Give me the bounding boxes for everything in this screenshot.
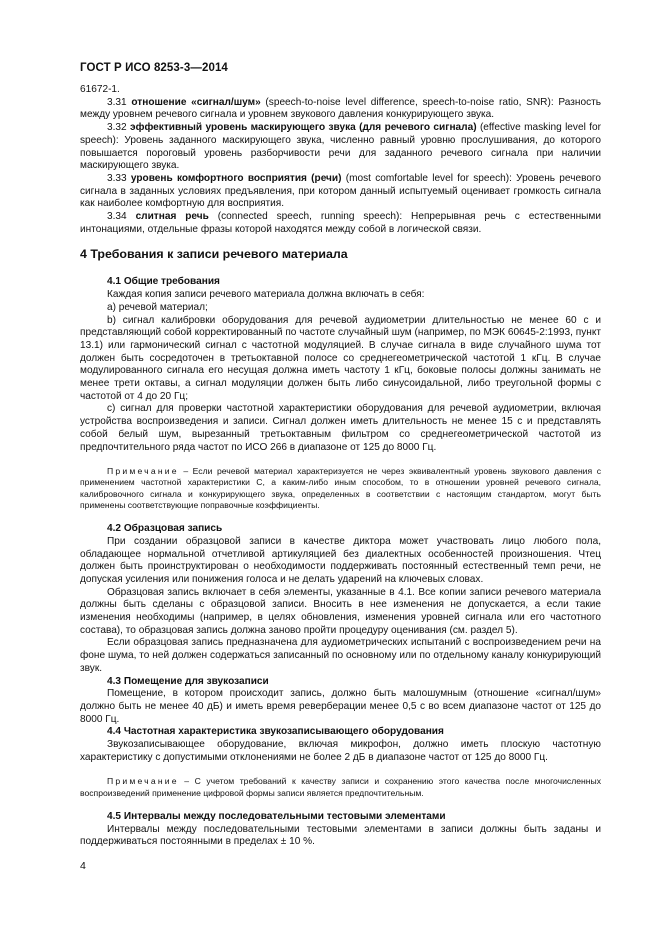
list-item-b: b) сигнал калибровки оборудования для речевой аудиометрии длительностью не менее 60 с и представляющий собой корректированный по частоте случайный шум (например, по МЭК 60645-2:1993, пункт 13.1) или гармонический сигнал с частотной модуляцией. В случае сигнала в виде случайного шума тот должен быть сосредоточен в третьоктавной полосе со среднегеометрической частотой 1 кГц. В случае модулированного сигнала его несущая должна иметь частоту 1 кГц, боковые полосы должны занимать не менее трети октавы, а сигнал модуляции должен быть либо синусоидальной, либо треугольной формы с частотой от 4 до 20 Гц; (80, 314, 601, 402)
note-4-4: Примечание – С учетом требований к качеству записи и сохранению этого качества после многочисленных воспроизведений применение цифровой формы записи является предпочтительным. (80, 776, 601, 798)
section-4-heading: 4 Требования к записи речевого материала (80, 247, 348, 262)
page-number: 4 (80, 860, 86, 872)
subsection-4-2-para-1: При создании образцовой записи в качестве диктора может участвовать лицо любого пола, обладающее нормальной отчетливой артикуляцией без диалектных особенностей произношения. Чтец должен быть проинструктирован о необходимости поддерживать постоянный естественный темп речи, не допуская усиления или понижения голоса и не делать ударений на ключевых словах. (80, 535, 601, 585)
document-body (80, 84, 601, 849)
subsection-4-4-para-1: Звукозаписывающее оборудование, включая микрофон, должно иметь плоскую частотную характеристику с допустимыми отклонениями не более 2 дБ в диапазоне частот от 125 до 8000 Гц. (80, 739, 601, 763)
definition-3-31: 3.31 отношение «сигнал/шум» (speech-to-noise level difference, speech-to-noise ratio, SNR): Разность между уровнем речевого сигнала и уровнем звукового давления конкурирующего звука. (80, 96, 601, 121)
subsection-4-1-heading: 4.1 Общие требования (107, 276, 220, 288)
definition-3-33: 3.33 уровень комфортного восприятия (речи) (most comfortable level for speech): Уровень речевого сигнала в заданных условиях предъявления, при котором данный испытуемый оценивает громкость сигнала как наиболее комфортную для восприятия. (80, 172, 602, 210)
subsection-4-1-intro: Каждая копия записи речевого материала должна включать в себя: (107, 289, 425, 301)
list-item-a: a) речевой материал; (107, 301, 208, 313)
subsection-4-2-para-3: Если образцовая запись предназначена для аудиометрических испытаний с воспроизведением речи на фоне шума, то ней должен содержаться записанный по основному или по отдельному каналу конкурирующий звук. (80, 637, 601, 674)
definition-3-34: 3.34 слитная речь (connected speech, running speech): Непрерывная речь с естественными интонациями, отдельные фразы которой находятся между собой в логической связи. (80, 211, 601, 235)
note-4-1: Примечание – Если речевой материал характеризуется не через эквивалентный уровень звукового давления с применением частотной характеристики C, а каким-либо иным способом, то в отношении уровней речевого сигнала, калибровочного сигнала и конкурирующего звука, определенных в соответствии с настоящим стандартом, могут быть применены соответствующие поправочные коэффициенты. (80, 466, 601, 510)
document-header: ГОСТ Р ИСО 8253-3—2014 (80, 62, 228, 74)
subsection-4-3-para-1: Помещение, в котором происходит запись, должно быть малошумным (отношение «сигнал/шум» должно быть не менее 40 дБ) и иметь время реверберации менее 0,5 с во всем диапазоне частот от 125 до 8000 Гц. (80, 688, 601, 725)
definition-3-32: 3.32 эффективный уровень маскирующего звука (для речевого сигнала) (effective masking level for speech): Уровень заданного маскирующего звука, численно равный уровню прослушивания, до которого повышается пороговый уровень разборчивости речи для заданного речевого сигнала при наличии маскирующего звука. (80, 122, 601, 172)
subsection-4-2-heading: 4.2 Образцовая запись (107, 523, 223, 535)
subsection-4-3-heading: 4.3 Помещение для звукозаписи (107, 675, 269, 687)
continuation-line: 61672-1. (80, 84, 120, 95)
subsection-4-4-heading: 4.4 Частотная характеристика звукозаписывающего оборудования (107, 726, 444, 738)
list-item-c: c) сигнал для проверки частотной характеристики оборудования для речевой аудиометрии, включая устройства воспроизведения и записи. Сигнал должен иметь длительность не менее 15 с и представлять собой белый шум, вырезанный третьоктавным фильтром со среднегеометрической частотой из предпочтительного ряда частот по ИСО 266 в диапазоне от 125 до 8000 Гц. (80, 403, 601, 453)
subsection-4-5-heading: 4.5 Интервалы между последовательными тестовыми элементами (107, 810, 446, 822)
subsection-4-2-para-2: Образцовая запись включает в себя элементы, указанные в 4.1. Все копии записи речевого материала должны быть сделаны с образцовой записи. Вносить в нее изменения не допускается, а если такие изменения необходимы (например, в целях обновления, изменения уровней сигнала или его частотного состава), то образцовая запись должна заново пройти процедуру оценивания (см. раздел 5). (80, 586, 601, 636)
subsection-4-5-para-1: Интервалы между последовательными тестовыми элементами в записи должны быть заданы и поддерживаться постоянными в пределах ± 10 %. (80, 823, 601, 848)
